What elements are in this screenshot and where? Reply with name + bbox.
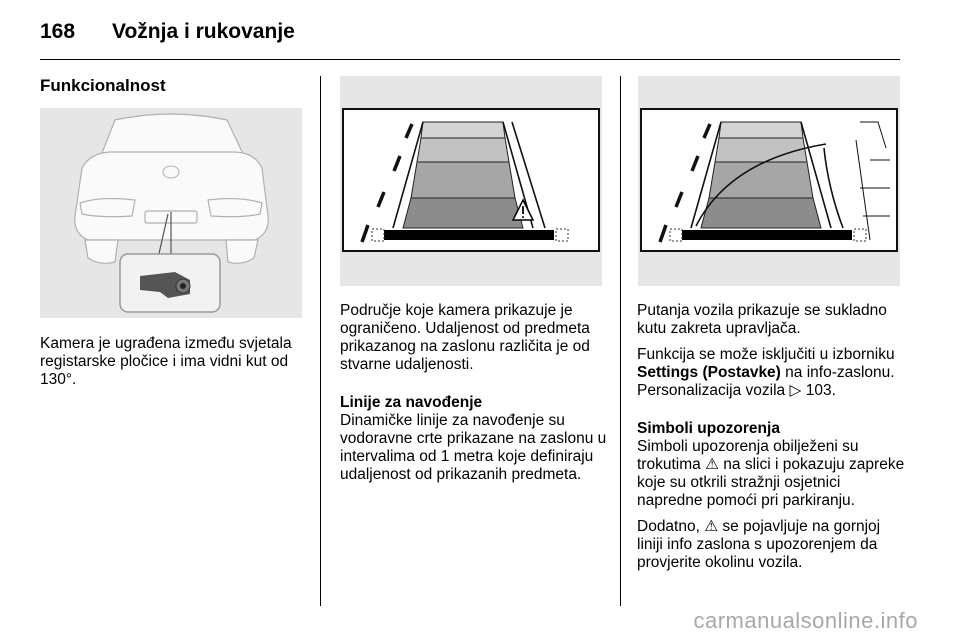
camera-display-figure [340,76,602,286]
col3-text [637,302,907,580]
col3-paragraph-3 [637,438,907,510]
col3-paragraph-1: Putanja vozila prikazuje se sukladno kutu zakreta upravljača. [637,302,887,337]
col3-heading: Simboli upozorenja [637,420,780,437]
header-rule [40,59,900,60]
trajectory-display-figure [638,76,900,286]
section-title: Funkcionalnost [40,76,166,95]
column-divider-1 [320,76,321,606]
col2-paragraph-2: Dinamičke linije za navođenje su vodoravne crte prikazane na zaslonu u intervalima od 1 metra koje definiraju udaljenost od prikazanih predmeta. [340,412,607,483]
col3-paragraph-2 [637,346,907,400]
page-number: 168 [40,20,76,43]
page-header-title: Vožnja i rukovanje [112,20,295,43]
col2-heading: Linije za navođenje [340,394,483,411]
col3-para2-text: Funkcija se može isključiti u izborniku [637,346,895,363]
triangle-ref-icon: ▷ [789,382,802,399]
col1-paragraph: Kamera je ugrađena između svjetala registarske pločice i ima vidni kut od 130°. [40,335,292,388]
column-divider-2 [620,76,621,606]
col2-paragraph-1: Područje koje kamera prikazuje je ograničeno. Udaljenost od predmeta prikazanog na zaslonu različita je od stvarne udaljenosti. [340,302,590,373]
rear-camera-figure [40,108,302,318]
col3-paragraph-4 [637,518,907,572]
warning-triangle-icon: ⚠ [704,518,719,535]
settings-menu-name: Settings (Postavke) [637,364,781,381]
col1-text [40,335,308,397]
warning-triangle-icon: ⚠ [705,456,719,473]
col3-para4-text: Dodatno, [637,518,705,535]
footer-watermark: carmanualsonline.info [693,608,918,633]
col2-text [340,302,610,492]
col3-para3-text-2: na slici i pokazuju zapreke koje su otkrili stražnji osjetnici napredne pomoći pri parkiranju. [637,456,905,509]
col3-para3-text: Simboli upozorenja obilježeni su trokutima [637,438,859,473]
col3-para4-text-2: se pojavljuje na gornjoj liniji info zaslona s upozorenjem da provjerite okolinu vozila. [637,518,881,571]
col3-para2-text-2: na info-zaslonu. Personalizacija vozila [637,364,895,399]
page-ref: 103. [801,382,836,399]
